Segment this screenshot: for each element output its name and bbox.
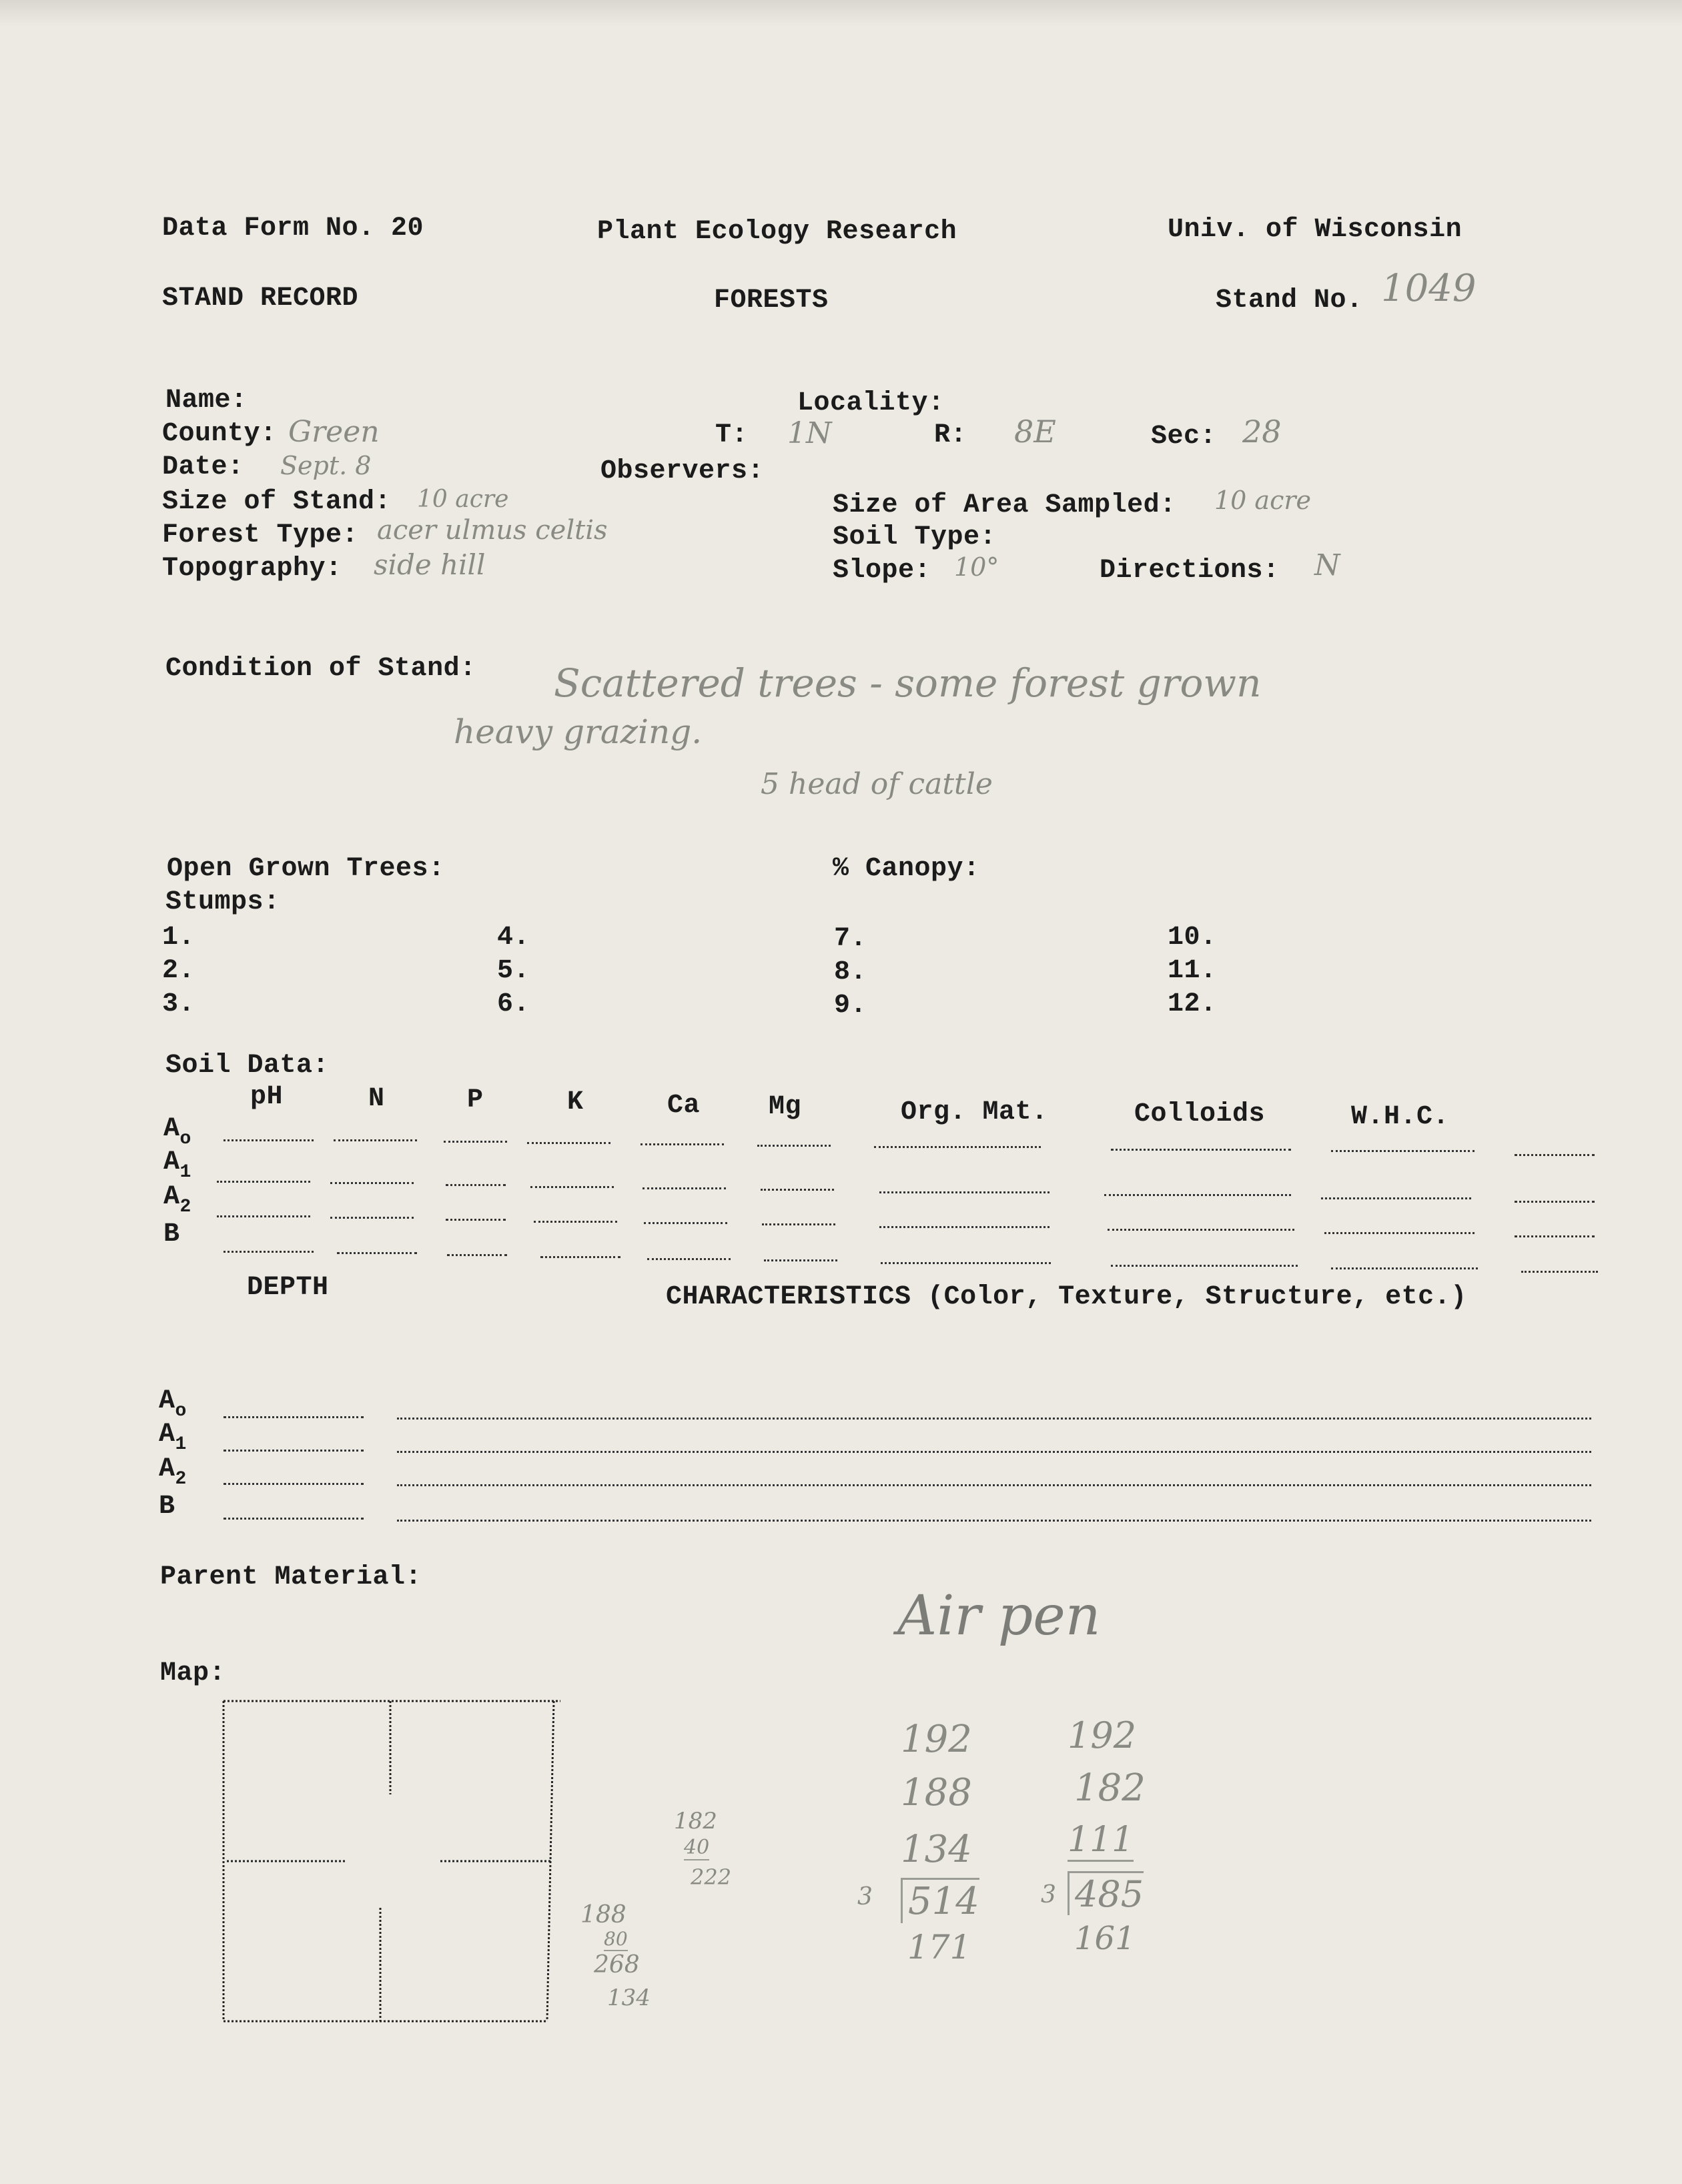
range-value: 8E <box>1014 414 1056 450</box>
directions-value: N <box>1314 548 1340 582</box>
note-number: 134 <box>901 1828 972 1871</box>
soil-column-header: Ca <box>667 1091 701 1121</box>
soil-blank <box>643 1187 726 1189</box>
program-name: Plant Ecology Research <box>597 217 957 247</box>
soil-column-header: P <box>467 1085 484 1115</box>
soil-blank <box>330 1217 414 1219</box>
stump-number: 7. <box>834 924 867 954</box>
soil-type-label: Soil Type: <box>833 522 997 552</box>
condition-label: Condition of Stand: <box>165 654 476 684</box>
slope-label: Slope: <box>833 556 931 586</box>
note-number: 188 <box>901 1771 972 1814</box>
stump-number: 9. <box>834 991 867 1021</box>
soil-blank <box>1515 1235 1595 1237</box>
soil-column-header: Org. Mat. <box>901 1097 1048 1127</box>
soil-blank <box>1331 1267 1478 1269</box>
soil-blank <box>334 1139 417 1141</box>
soil-blank <box>337 1252 417 1254</box>
soil-blank <box>224 1139 314 1141</box>
soil-blank <box>444 1141 507 1143</box>
soil-blank <box>217 1215 310 1217</box>
stump-number: 5. <box>497 956 530 986</box>
soil-column-header: Colloids <box>1134 1099 1266 1129</box>
horizon-b-label: B <box>163 1219 180 1249</box>
note-small: 134 <box>607 1985 651 2011</box>
slope-value: 10° <box>954 552 999 582</box>
note-result: 161 <box>1074 1920 1136 1957</box>
soil-blank <box>874 1146 1041 1148</box>
soil-blank <box>641 1143 724 1145</box>
note-number: 111 <box>1068 1820 1134 1862</box>
township-label: T: <box>715 420 749 450</box>
size-of-area-value: 10 acre <box>1214 486 1312 515</box>
soil-blank <box>1104 1194 1291 1196</box>
soil-column-header: Mg <box>769 1092 802 1122</box>
stump-number: 1. <box>162 923 195 953</box>
note-number: 192 <box>901 1718 972 1761</box>
depth-blank <box>224 1483 364 1485</box>
horizon-a0-label: $A_o$ <box>163 1114 191 1149</box>
stump-number: 3. <box>162 989 195 1019</box>
soil-blank <box>330 1182 414 1184</box>
horizon-a2-label: $A_2$ <box>163 1182 191 1217</box>
open-grown-trees-label: Open Grown Trees: <box>167 854 445 884</box>
soil-blank <box>764 1259 837 1261</box>
range-label: R: <box>934 420 967 450</box>
name-label: Name: <box>165 386 248 416</box>
soil-blank <box>1108 1229 1294 1231</box>
map-label: Map: <box>160 1658 226 1688</box>
institution: Univ. of Wisconsin <box>1168 215 1462 245</box>
note-sum: 514 <box>901 1878 979 1923</box>
soil-blank <box>1515 1201 1595 1203</box>
characteristics-blank <box>397 1451 1591 1453</box>
stump-number: 4. <box>497 923 530 953</box>
horizon-a1-label: $A_1$ <box>159 1420 187 1455</box>
parent-material-label: Parent Material: <box>160 1562 422 1592</box>
horizon-a1-label: $A_1$ <box>163 1147 191 1183</box>
soil-blank <box>644 1222 727 1224</box>
stump-number: 2. <box>162 956 195 986</box>
horizon-a0-label: $A_o$ <box>159 1386 187 1422</box>
soil-blank <box>530 1186 614 1188</box>
soil-data-label: Soil Data: <box>165 1051 330 1081</box>
depth-blank <box>224 1518 364 1520</box>
note-heading: Air pen <box>897 1584 1101 1648</box>
note-number: 192 <box>1068 1714 1137 1756</box>
horizon-a2-label: $A_2$ <box>159 1454 187 1490</box>
characteristics-blank <box>397 1520 1591 1522</box>
note-small: 182 <box>674 1808 717 1834</box>
section-label: Sec: <box>1151 422 1217 452</box>
canopy-label: % Canopy: <box>833 854 980 884</box>
soil-blank <box>1324 1232 1475 1234</box>
size-of-stand-label: Size of Stand: <box>162 487 392 517</box>
stump-number: 8. <box>834 957 867 987</box>
condition-line-3: 5 head of cattle <box>761 767 993 801</box>
locality-label: Locality: <box>797 388 945 418</box>
soil-blank <box>1331 1150 1475 1152</box>
stand-map-grid <box>220 1694 567 2028</box>
soil-column-header: K <box>567 1087 584 1117</box>
stumps-label: Stumps: <box>165 887 280 917</box>
note-small: 222 <box>691 1864 732 1890</box>
note-small: 40 <box>684 1836 710 1859</box>
soil-blank <box>446 1219 506 1221</box>
stump-number: 12. <box>1168 989 1217 1019</box>
form-number: Data Form No. 20 <box>162 213 424 243</box>
date-label: Date: <box>162 452 244 482</box>
characteristics-blank <box>397 1418 1591 1420</box>
soil-blank <box>1515 1154 1595 1156</box>
category: FORESTS <box>714 286 829 316</box>
depth-label: DEPTH <box>247 1273 329 1303</box>
soil-blank <box>540 1256 620 1258</box>
section-value: 28 <box>1242 414 1282 450</box>
soil-blank <box>1111 1149 1291 1151</box>
note-result: 171 <box>907 1928 971 1967</box>
note-divisor: 3 <box>1041 1881 1056 1908</box>
directions-label: Directions: <box>1100 556 1280 586</box>
topography-label: Topography: <box>162 554 342 584</box>
soil-blank <box>879 1191 1049 1193</box>
date-value: Sept. 8 <box>280 451 372 480</box>
soil-blank <box>1111 1265 1298 1267</box>
depth-blank <box>224 1450 364 1452</box>
note-sum: 485 <box>1068 1871 1144 1915</box>
soil-blank <box>446 1184 506 1186</box>
soil-column-header: W.H.C. <box>1351 1102 1450 1132</box>
size-of-stand-value: 10 acre <box>417 486 509 513</box>
scan-edge-shadow <box>0 0 1682 27</box>
forest-type-label: Forest Type: <box>162 520 359 550</box>
soil-column-header: pH <box>250 1082 284 1112</box>
note-small: 188 <box>580 1901 626 1929</box>
condition-line-1: Scattered trees - some forest grown <box>554 660 1262 706</box>
stump-number: 11. <box>1168 956 1217 986</box>
note-small: 80 <box>604 1928 628 1950</box>
soil-blank <box>881 1262 1051 1264</box>
soil-blank <box>1521 1271 1598 1273</box>
characteristics-blank <box>397 1484 1591 1486</box>
stand-number-label: Stand No. <box>1216 286 1363 316</box>
soil-blank <box>224 1251 314 1253</box>
characteristics-label: CHARACTERISTICS (Color, Texture, Structure, etc.) <box>666 1282 1467 1312</box>
observers-label: Observers: <box>600 456 765 486</box>
soil-blank <box>762 1223 835 1225</box>
soil-blank <box>217 1181 310 1183</box>
topography-value: side hill <box>374 548 486 581</box>
soil-blank <box>757 1145 831 1147</box>
township-value: 1N <box>787 416 832 450</box>
forest-type-value: acer ulmus celtis <box>377 515 608 546</box>
county-label: County: <box>162 419 277 449</box>
soil-blank <box>761 1189 834 1191</box>
size-of-area-label: Size of Area Sampled: <box>833 490 1176 520</box>
county-value: Green <box>288 415 380 449</box>
soil-blank <box>527 1142 610 1144</box>
record-type: STAND RECORD <box>162 284 359 314</box>
horizon-b-label: B <box>159 1492 175 1522</box>
soil-blank <box>1321 1197 1471 1199</box>
soil-blank <box>647 1258 731 1260</box>
soil-blank <box>534 1221 617 1223</box>
stump-number: 10. <box>1168 923 1217 953</box>
soil-column-header: N <box>368 1084 385 1114</box>
note-small: 268 <box>594 1951 640 1979</box>
soil-blank <box>447 1254 507 1256</box>
condition-line-2: heavy grazing. <box>454 712 703 751</box>
depth-blank <box>224 1416 364 1418</box>
stump-number: 6. <box>497 989 530 1019</box>
note-number: 182 <box>1074 1766 1146 1810</box>
note-divisor: 3 <box>857 1883 873 1910</box>
soil-blank <box>879 1226 1049 1228</box>
stand-number-value: 1049 <box>1381 267 1477 310</box>
